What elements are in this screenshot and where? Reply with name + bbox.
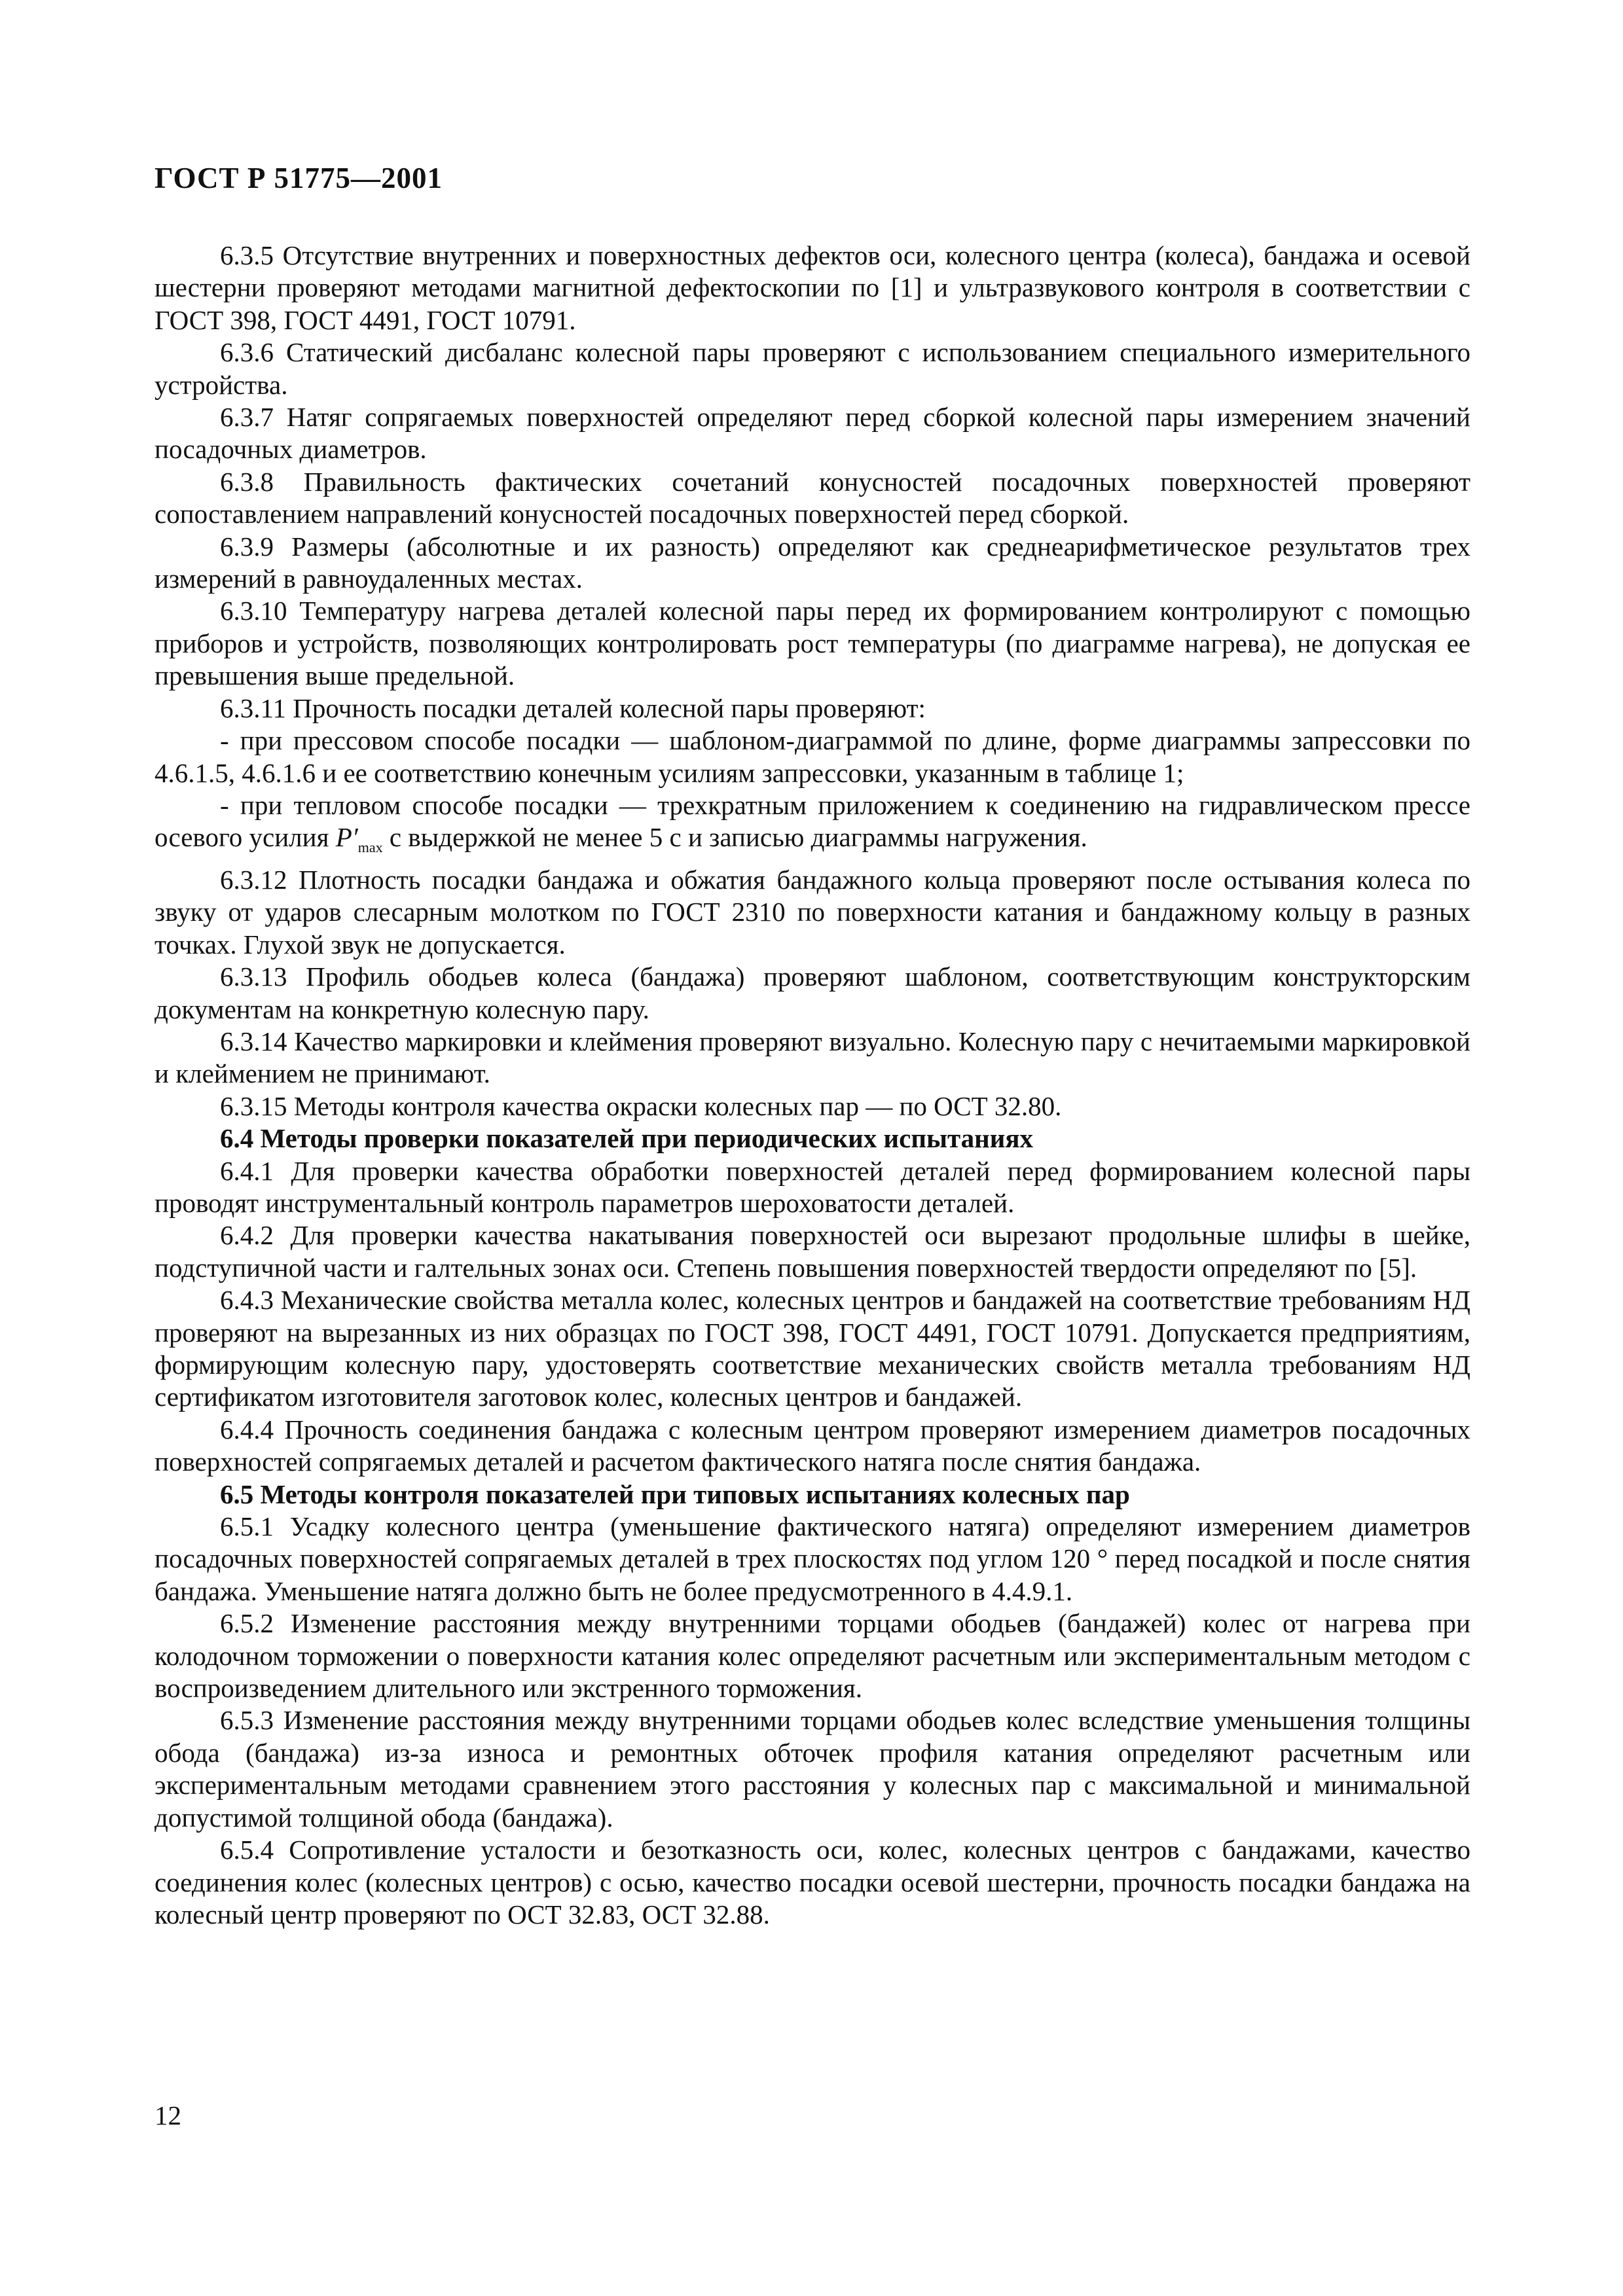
paragraph-6-3-9: 6.3.9 Размеры (абсолютные и их разность) определяют как среднеарифметическое результатов трех измерений в равноудаленных местах. <box>155 531 1470 594</box>
paragraph-6-5-4: 6.5.4 Сопротивление усталости и безотказность оси, колес, колесных центров с бандажами, качество соединения колес (колесных центров) с осью, качество посадки осевой шестерни, прочность посадки бандажа на колесный центр проверяют по ОСТ 32.83, ОСТ 32.88. <box>155 1835 1470 1929</box>
force-symbol: $P'_{max}$ <box>335 822 383 856</box>
paragraph-6-3-5: 6.3.5 Отсутствие внутренних и поверхностных дефектов оси, колесного центра (колеса), бандажа и осевой шестерни проверяют методами магнитной дефектоскопии по [1] и ультразвукового контроля в соответствии с ГОСТ 398, ГОСТ 4491, ГОСТ 10791. <box>155 240 1470 335</box>
paragraph-6-3-7: 6.3.7 Натяг сопрягаемых поверхностей определяют перед сборкой колесной пары измерением значений посадочных диаметров. <box>155 402 1470 465</box>
force-symbol-subscript: max <box>357 839 383 856</box>
page-number: 12 <box>155 2100 181 2130</box>
paragraph-6-5-1: 6.5.1 Усадку колесного центра (уменьшение фактического натяга) определяют измерением диаметров посадочных поверхностей сопрягаемых деталей в трех плоскостях под углом 120 ° перед посадкой и после снятия бандажа. Уменьшение натяга должно быть не более предусмотренного в 4.4.9.1. <box>155 1511 1470 1606</box>
paragraph-6-3-14: 6.3.14 Качество маркировки и клеймения проверяют визуально. Колесную пару с нечитаемыми маркировкой и клеймением не принимают. <box>155 1026 1470 1089</box>
paragraph-6-3-8: 6.3.8 Правильность фактических сочетаний конусностей посадочных поверхностей проверяют сопоставлением направлений конусностей посадочных поверхностей перед сборкой. <box>155 466 1470 529</box>
paragraph-6-4-3: 6.4.3 Механические свойства металла колес, колесных центров и бандажей на соответствие требованиям НД проверяют на вырезанных из них образцах по ГОСТ 398, ГОСТ 4491, ГОСТ 10791. Допускается предприятиям, формирующим колесную пару, удостоверять соответствие механических свойств металла требованиям НД сертификатом изготовителя заготовок колес, колесных центров и бандажей. <box>155 1285 1470 1412</box>
paragraph-6-5-2: 6.5.2 Изменение расстояния между внутренними торцами ободьев (бандажей) колес от нагрева при колодочном торможении о поверхности катания колес определяют расчетным или экспериментальным методом с воспроизведением длительного или экстренного торможения. <box>155 1608 1470 1704</box>
document-body <box>155 240 1470 1931</box>
paragraph-6-3-12: 6.3.12 Плотность посадки бандажа и обжатия бандажного кольца проверяют после остывания колеса по звуку от ударов слесарным молотком по ГОСТ 2310 по поверхности катания и бандажному кольцу в разных точках. Глухой звук не допускается. <box>155 864 1470 960</box>
section-heading-6-5: 6.5 Методы контроля показателей при типовых испытаниях колесных пар <box>220 1479 1130 1509</box>
paragraph-6-4-4: 6.4.4 Прочность соединения бандажа с колесным центром проверяют измерением диаметров посадочных поверхностей сопрягаемых деталей и расчетом фактического натяга после снятия бандажа. <box>155 1414 1470 1477</box>
paragraph-6-3-6: 6.3.6 Статический дисбаланс колесной пары проверяют с использованием специального измерительного устройства. <box>155 337 1470 400</box>
thermal-fit-text-after: с выдержкой не менее 5 с и записью диаграммы нагружения. <box>382 822 1087 853</box>
paragraph-6-4-1: 6.4.1 Для проверки качества обработки поверхностей деталей перед формированием колесной пары проводят инструментальный контроль параметров шероховатости деталей. <box>155 1155 1470 1218</box>
section-heading-6-4: 6.4 Методы проверки показателей при периодических испытаниях <box>220 1123 1034 1154</box>
list-item-thermal-fit <box>155 789 1470 864</box>
list-item-press-fit: - при прессовом способе посадки — шаблоном-диаграммой по длине, форме диаграммы запрессовки по 4.6.1.5, 4.6.1.6 и ее соответствию конечным усилиям запрессовки, указанным в таблице 1; <box>155 725 1470 788</box>
paragraph-6-4-2: 6.4.2 Для проверки качества накатывания поверхностей оси вырезают продольные шлифы в шейке, подступичной части и галтельных зонах оси. Степень повышения поверхностей твердости определяют по [5]. <box>155 1220 1470 1283</box>
paragraph-6-3-10: 6.3.10 Температуру нагрева деталей колесной пары перед их формированием контролируют с помощью приборов и устройств, позволяющих контролировать рост температуры (по диаграмме нагрева), не допуская ее превышения выше предельной. <box>155 596 1470 691</box>
paragraph-6-3-15: 6.3.15 Методы контроля качества окраски колесных пар — по ОСТ 32.80. <box>220 1090 1062 1121</box>
paragraph-6-3-11: 6.3.11 Прочность посадки деталей колесной пары проверяют: <box>220 692 926 723</box>
paragraph-6-5-3: 6.5.3 Изменение расстояния между внутренними торцами ободьев колес вследствие уменьшения толщины обода (бандажа) из-за износа и ремонтных обточек профиля катания определяют расчетным или экспериментальным методами сравнением этого расстояния у колесных пар с максимальной и минимальной допустимой толщиной обода (бандажа). <box>155 1705 1470 1833</box>
thermal-fit-text-before: - при тепловом способе посадки — трехкратным приложением к соединению на гидравлическом прессе осевого усилия <box>155 789 1470 853</box>
document-header: ГОСТ Р 51775—2001 <box>155 162 443 194</box>
paragraph-6-3-13: 6.3.13 Профиль ободьев колеса (бандажа) проверяют шаблоном, соответствующим конструкторским документам на конкретную колесную пару. <box>155 961 1470 1024</box>
